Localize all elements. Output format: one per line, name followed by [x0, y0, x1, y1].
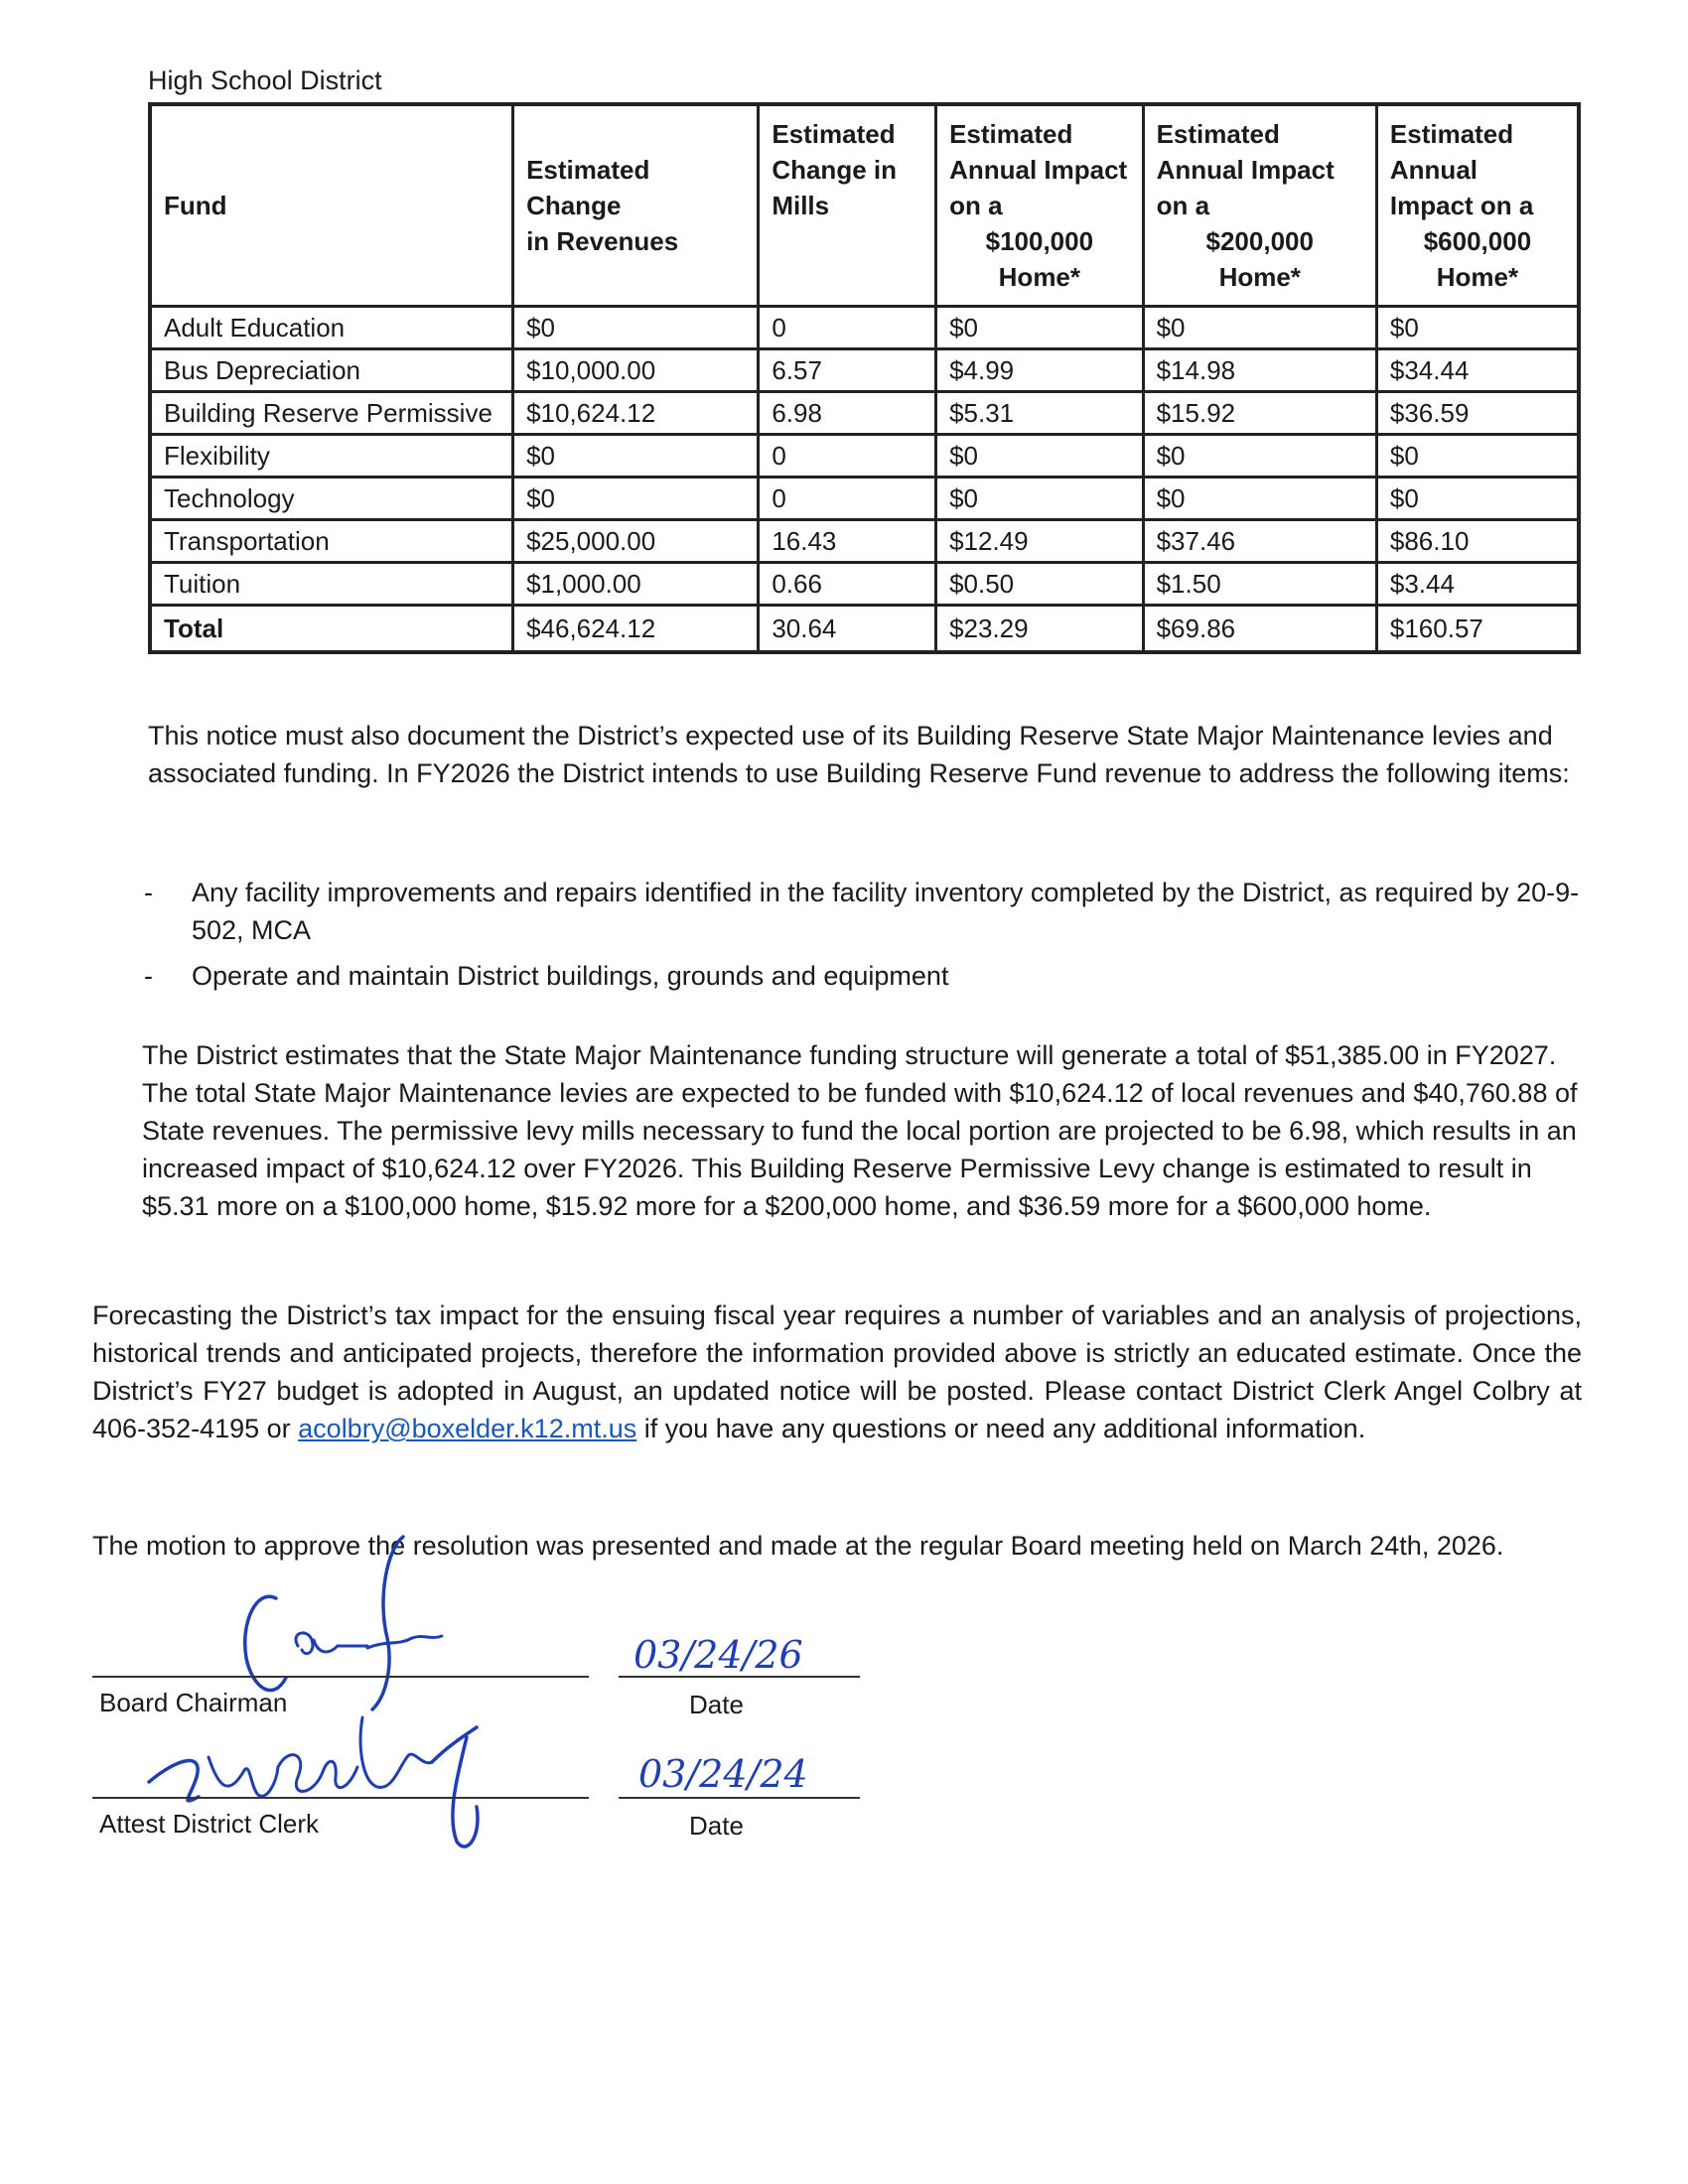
cell-impact-200k: $0 [1143, 478, 1376, 520]
cell-total-label: Total [150, 606, 513, 653]
cell-impact-600k: $0 [1376, 478, 1579, 520]
cell-impact-600k: $36.59 [1376, 392, 1579, 435]
cell-revenues: $0 [513, 307, 759, 349]
cell-fund: Building Reserve Permissive [150, 392, 513, 435]
funding-estimate-paragraph: The District estimates that the State Major Maintenance funding structure will generate a total of $51,385.00 in FY2027. The total State Major Maintenance levies are expected to be funded with $10,624.12 of local revenues and $40,760.88 of State revenues. The permissive levy mills necessary to fund the local portion are projected to be 6.98, which results in an increased impact of $10,624.12 over FY2026. This Building Reserve Permissive Levy change is estimated to result in $5.31 more on a $100,000 home, $15.92 more for a $200,000 home, and $36.59 more for a $600,000 home. [142, 1040, 1578, 1221]
cell-mills: 6.57 [759, 349, 936, 392]
cell-revenues: $10,624.12 [513, 392, 759, 435]
cell-impact-200k: $37.46 [1143, 520, 1376, 563]
list-item-text: Operate and maintain District buildings, grounds and equipment [192, 961, 949, 991]
cell-fund: Transportation [150, 520, 513, 563]
cell-impact-600k: $3.44 [1376, 563, 1579, 606]
handwritten-date-2 [631, 1739, 869, 1799]
list-item [139, 874, 1589, 949]
cell-total-impact-100k: $23.29 [936, 606, 1144, 653]
header-fund: Fund [150, 104, 513, 307]
clerk-label: Attest District Clerk [99, 1809, 320, 1839]
forecast-text-end: if you have any questions or need any additional information. [636, 1414, 1366, 1443]
cell-revenues: $10,000.00 [513, 349, 759, 392]
table-total-row [150, 606, 1579, 653]
list-item [139, 957, 1589, 995]
bullet-dash: - [144, 961, 153, 991]
district-title: High School District [148, 66, 382, 95]
table-row [150, 478, 1579, 520]
table-row [150, 392, 1579, 435]
header-impact-600k: Estimated Annual Impact on a $600,000 Home* [1376, 104, 1579, 307]
cell-mills: 0 [759, 478, 936, 520]
chairman-label: Board Chairman [99, 1688, 288, 1717]
cell-revenues: $0 [513, 478, 759, 520]
levy-impact-table [148, 102, 1581, 654]
cell-revenues: $1,000.00 [513, 563, 759, 606]
cell-fund: Tuition [150, 563, 513, 606]
cell-mills: 0 [759, 435, 936, 478]
handwritten-date-1 [626, 1620, 864, 1680]
date-line-1 [619, 1676, 860, 1678]
cell-mills: 0.66 [759, 563, 936, 606]
cell-impact-600k: $0 [1376, 307, 1579, 349]
cell-total-mills: 30.64 [759, 606, 936, 653]
cell-impact-600k: $0 [1376, 435, 1579, 478]
cell-total-revenues: $46,624.12 [513, 606, 759, 653]
cell-impact-100k: $4.99 [936, 349, 1144, 392]
motion-statement: The motion to approve the resolution was presented and made at the regular Board meeting held on March 24th, 2026. [92, 1531, 1504, 1561]
maintenance-use-paragraph: This notice must also document the District’s expected use of its Building Reserve State Major Maintenance levies and associated funding. In FY2026 the District intends to use Building Reserve Fund revenue to address the following items: [148, 721, 1570, 788]
table-header-row [150, 104, 1579, 307]
table-row [150, 307, 1579, 349]
forecast-disclaimer-paragraph [92, 1297, 1582, 1447]
cell-total-impact-200k: $69.86 [1143, 606, 1376, 653]
table-row [150, 435, 1579, 478]
cell-total-impact-600k: $160.57 [1376, 606, 1579, 653]
cell-impact-200k: $0 [1143, 307, 1376, 349]
cell-impact-100k: $0.50 [936, 563, 1144, 606]
date-value-2: 03/24/24 [638, 1752, 808, 1796]
cell-fund: Technology [150, 478, 513, 520]
cell-revenues: $25,000.00 [513, 520, 759, 563]
list-item-text: Any facility improvements and repairs identified in the facility inventory completed by the District, as required by 20-9-502, MCA [192, 878, 1580, 945]
date-label-2: Date [689, 1811, 744, 1841]
forecast-text: Forecasting the District’s tax impact for the ensuing fiscal year requires a number of variables and an analysis of projections, historical trends and anticipated projects, therefore the information provided above is strictly an educated estimate. Once the District’s FY27 budget is adopted in August, an updated notice will be posted. Please contact District Clerk Angel Colbry at 406-352-4195 or [92, 1300, 1582, 1443]
cell-impact-200k: $1.50 [1143, 563, 1376, 606]
clerk-email-link[interactable]: acolbry@boxelder.k12.mt.us [298, 1414, 637, 1443]
cell-impact-100k: $5.31 [936, 392, 1144, 435]
cell-fund: Adult Education [150, 307, 513, 349]
cell-impact-100k: $12.49 [936, 520, 1144, 563]
cell-impact-200k: $0 [1143, 435, 1376, 478]
clerk-signature-line [92, 1797, 589, 1799]
header-revenues: Estimated Change in Revenues [513, 104, 759, 307]
cell-fund: Flexibility [150, 435, 513, 478]
bullet-dash: - [144, 878, 153, 907]
table-row [150, 563, 1579, 606]
chairman-signature-line [92, 1676, 589, 1678]
header-impact-100k: Estimated Annual Impact on a $100,000 Home* [936, 104, 1144, 307]
date-label-1: Date [689, 1690, 744, 1719]
cell-impact-200k: $15.92 [1143, 392, 1376, 435]
cell-fund: Bus Depreciation [150, 349, 513, 392]
cell-impact-200k: $14.98 [1143, 349, 1376, 392]
table-row [150, 520, 1579, 563]
cell-impact-600k: $34.44 [1376, 349, 1579, 392]
cell-impact-100k: $0 [936, 307, 1144, 349]
cell-impact-600k: $86.10 [1376, 520, 1579, 563]
cell-mills: 6.98 [759, 392, 936, 435]
date-value-1: 03/24/26 [633, 1633, 803, 1677]
maintenance-items-list [139, 874, 1589, 1003]
cell-mills: 16.43 [759, 520, 936, 563]
table-row [150, 349, 1579, 392]
cell-revenues: $0 [513, 435, 759, 478]
date-line-2 [619, 1797, 860, 1799]
header-impact-200k: Estimated Annual Impact on a $200,000 Home* [1143, 104, 1376, 307]
cell-impact-100k: $0 [936, 435, 1144, 478]
cell-mills: 0 [759, 307, 936, 349]
header-mills: Estimated Change in Mills [759, 104, 936, 307]
cell-impact-100k: $0 [936, 478, 1144, 520]
